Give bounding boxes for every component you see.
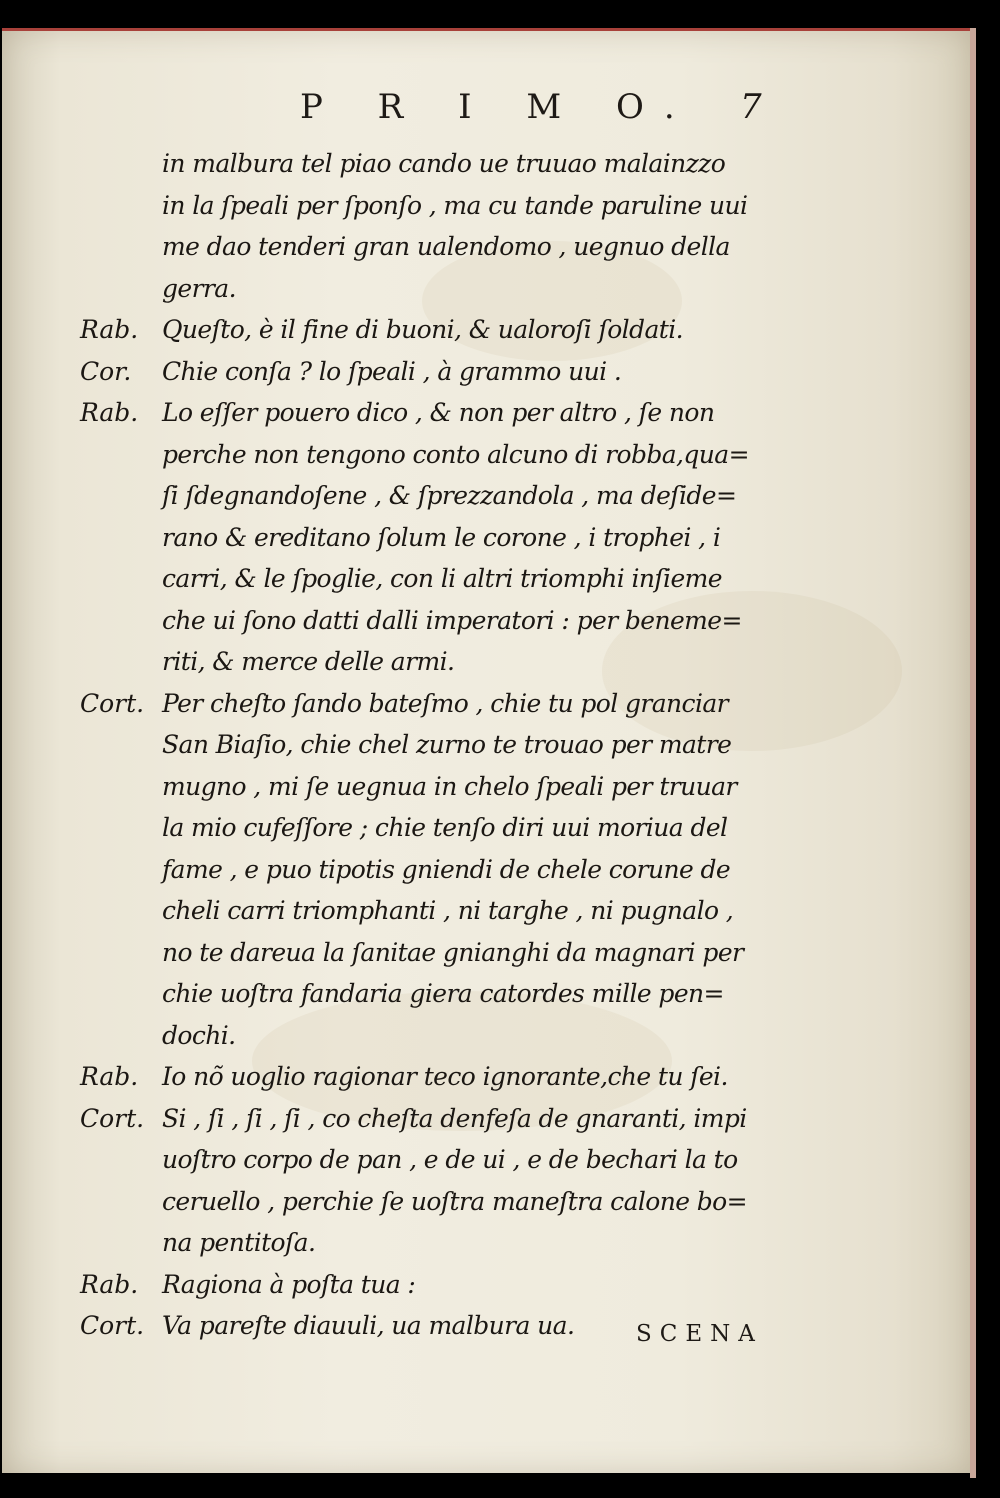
- line-text: Si , ſi , ſi , ſi , co cheſta denfeſa de gnaranti, impi: [162, 1103, 747, 1133]
- book-page: [2, 28, 973, 1473]
- speaker-label: Rab.: [80, 315, 139, 344]
- text-line: [2, 309, 970, 351]
- line-text: ceruello , perchie ſe uoſtra maneſtra calone bo=: [162, 1186, 747, 1216]
- running-head: [2, 87, 970, 127]
- line-text: Va pareſte diauuli, ua malbura ua.: [162, 1311, 575, 1340]
- text-line: [2, 1139, 970, 1181]
- text-line: [2, 517, 970, 559]
- text-line: [2, 143, 970, 185]
- text-line: [2, 932, 970, 974]
- line-text: dochi.: [162, 1020, 236, 1050]
- text-line: [2, 1305, 970, 1347]
- text-line: [2, 849, 970, 891]
- text-line: [2, 185, 970, 227]
- line-text: no te dareua la ſanitae gnianghi da magnari per: [162, 937, 744, 967]
- text-line: [2, 600, 970, 642]
- speaker-label: Rab.: [80, 1269, 139, 1299]
- text-line: [2, 268, 970, 310]
- line-text: Lo eſſer pouero dico , & non per altro , ſe non: [162, 398, 715, 427]
- text-line: [2, 766, 970, 808]
- text-line: [2, 1222, 970, 1264]
- text-line: [2, 724, 970, 766]
- line-text: mugno , mi ſe uegnua in chelo ſpeali per truuar: [162, 771, 737, 801]
- line-text: cheli carri triomphanti , ni targhe , ni pugnalo ,: [162, 896, 734, 925]
- line-text: Io nõ uoglio ragionar teco ignorante,che tu ſei.: [162, 1062, 728, 1091]
- line-text: riti, & merce delle armi.: [162, 647, 455, 676]
- line-text: San Biaſio, chie chel zurno te trouao per matre: [162, 730, 732, 759]
- speaker-label: Cort.: [80, 688, 145, 718]
- line-text: carri, & le ſpoglie, con li altri triomphi inſieme: [162, 564, 722, 593]
- line-text: chie uoſtra fandaria giera catordes mille pen=: [162, 979, 724, 1008]
- text-line: [2, 641, 970, 683]
- text-line: [2, 973, 970, 1015]
- speaker-label: Rab.: [80, 398, 139, 427]
- speaker-label: Cort.: [80, 1103, 145, 1133]
- line-text: Queſto, è il fine di buoni, & ualoroſi ſoldati.: [162, 315, 683, 344]
- text-block: [2, 143, 970, 1347]
- speaker-label: Rab.: [80, 1062, 139, 1091]
- text-line: [2, 392, 970, 434]
- line-text: Chie conſa ? lo ſpeali , à grammo uui .: [162, 356, 622, 386]
- line-text: che ui ſono datti dalli imperatori : per beneme=: [162, 605, 742, 635]
- text-line: [2, 351, 970, 393]
- line-text: me dao tenderi gran ualendomo , uegnuo della: [162, 232, 730, 261]
- line-text: na pentitoſa.: [162, 1228, 316, 1257]
- catchword: SCENA: [636, 1321, 763, 1347]
- text-line: [2, 558, 970, 600]
- page-number: 7: [740, 87, 762, 127]
- line-text: in malbura tel piao cando ue truuao malainzzo: [162, 149, 726, 178]
- line-text: gerra.: [162, 273, 236, 303]
- text-line: [2, 1098, 970, 1140]
- text-line: [2, 434, 970, 476]
- text-line: [2, 1181, 970, 1223]
- text-line: [2, 890, 970, 932]
- line-text: uoſtro corpo de pan , e de ui , e de bechari la to: [162, 1145, 738, 1174]
- line-text: perche non tengono conto alcuno di robba,qua=: [162, 439, 749, 469]
- line-text: in la ſpeali per ſponſo , ma cu tande paruline uui: [162, 190, 748, 220]
- text-line: [2, 1015, 970, 1057]
- line-text: rano & ereditano ſolum le corone , i trophei , i: [162, 522, 721, 552]
- text-line: [2, 807, 970, 849]
- line-text: ſi ſdegnandoſene , & ſprezzandola , ma deſide=: [162, 481, 737, 510]
- line-text: la mio cufeſſore ; chie tenſo diri uui moriua del: [162, 813, 728, 842]
- text-line: [2, 1056, 970, 1098]
- line-text: Per cheſto ſando bateſmo , chie tu pol granciar: [162, 688, 728, 718]
- text-line: [2, 475, 970, 517]
- text-line: [2, 226, 970, 268]
- text-line: [2, 683, 970, 725]
- running-head-title: P R I M O.: [300, 87, 697, 127]
- line-text: Ragiona à poſta tua :: [162, 1269, 416, 1299]
- speaker-label: Cort.: [80, 1311, 145, 1340]
- speaker-label: Cor.: [80, 356, 132, 386]
- text-line: [2, 1264, 970, 1306]
- line-text: fame , e puo tipotis gniendi de chele corune de: [162, 854, 731, 884]
